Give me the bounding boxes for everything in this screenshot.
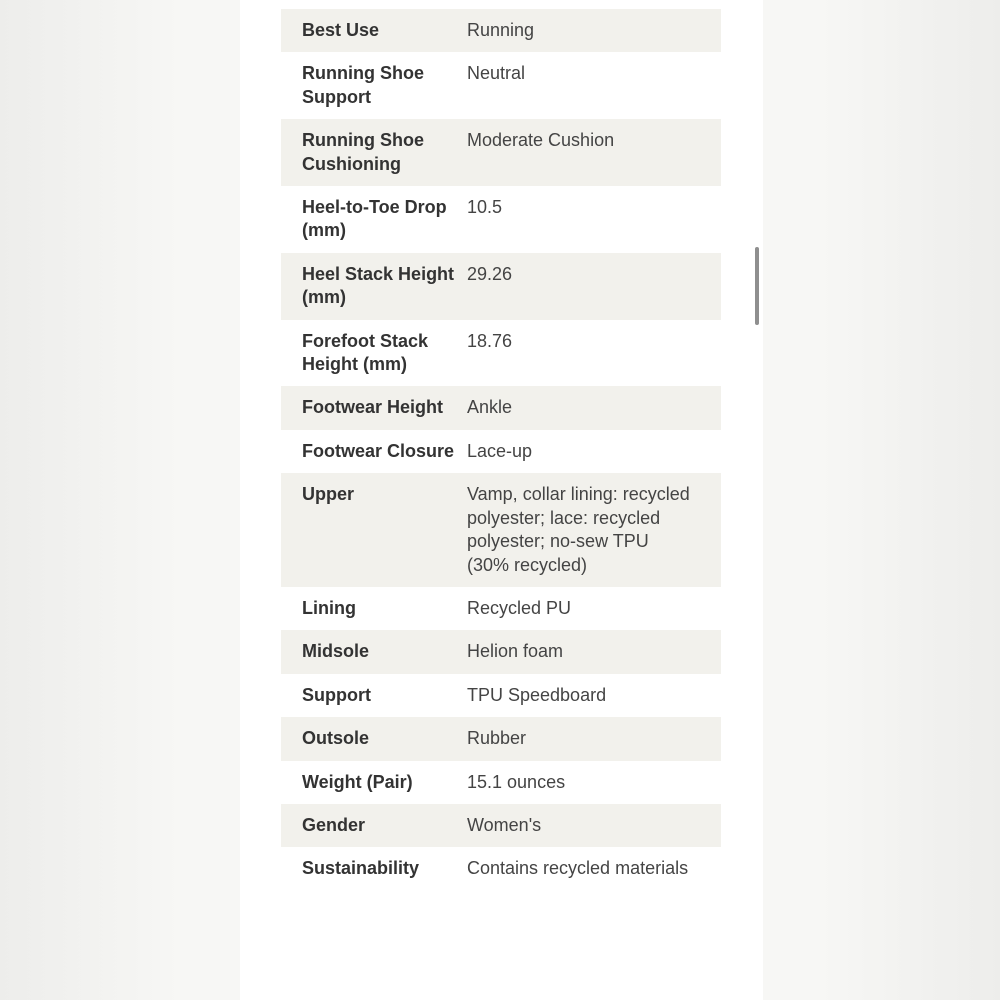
spec-value: TPU Speedboard: [467, 684, 607, 705]
spec-value: Vamp, collar lining: recycled polyester; lace: recycled polyester; no-sew TPU (30% recycled): [467, 484, 690, 575]
spec-value: Running: [467, 20, 535, 40]
spec-row-footwear-closure: [281, 430, 721, 473]
spec-row-heel-to-toe-drop: [281, 186, 721, 253]
spec-value: Rubber: [467, 728, 527, 749]
spec-row-running-shoe-support: [281, 52, 721, 119]
spec-value: Helion foam: [467, 641, 564, 662]
specs-table: [281, 9, 721, 891]
spec-value: 18.76: [467, 330, 513, 351]
spec-value: 15.1 ounces: [467, 771, 566, 792]
spec-row-midsole: [281, 630, 721, 673]
spec-label: Lining: [302, 597, 356, 618]
spec-label: Best Use: [302, 20, 380, 40]
product-details-panel: [240, 0, 763, 1000]
spec-label: Heel-to-Toe Drop (mm): [302, 197, 447, 241]
spec-label: Sustainability: [302, 858, 420, 879]
spec-label: Midsole: [302, 641, 370, 662]
spec-row-upper: [281, 473, 721, 587]
spec-label: Weight (Pair): [302, 771, 413, 792]
spec-row-sustainability: [281, 847, 721, 890]
spec-value: Recycled PU: [467, 597, 572, 618]
spec-label: Heel Stack Height (mm): [302, 263, 455, 308]
spec-row-weight: [281, 761, 721, 804]
spec-label: Gender: [302, 814, 366, 835]
spec-value: Moderate Cushion: [467, 130, 615, 151]
spec-label: Upper: [302, 484, 355, 505]
spec-row-lining: [281, 587, 721, 630]
spec-label: Footwear Height: [302, 397, 444, 418]
spec-value: 29.26: [467, 263, 513, 284]
scrollbar-thumb[interactable]: [755, 247, 759, 325]
spec-row-best-use: [281, 9, 721, 52]
spec-row-running-shoe-cushioning: [281, 119, 721, 186]
spec-label: Footwear Closure: [302, 440, 455, 461]
spec-value: Ankle: [467, 397, 513, 418]
spec-label: Outsole: [302, 728, 370, 749]
spec-label: Support: [302, 684, 371, 705]
spec-value: Neutral: [467, 63, 526, 84]
spec-row-forefoot-stack-height: [281, 320, 721, 387]
spec-value: Lace-up: [467, 440, 533, 461]
spec-value: Women's: [467, 814, 542, 835]
spec-row-gender: [281, 804, 721, 847]
spec-row-heel-stack-height: [281, 253, 721, 320]
spec-row-outsole: [281, 717, 721, 760]
spec-row-support: [281, 674, 721, 717]
spec-label: Forefoot Stack Height (mm): [302, 330, 429, 375]
spec-value: Contains recycled materials: [467, 858, 689, 879]
spec-row-footwear-height: [281, 386, 721, 429]
spec-label: Running Shoe Support: [302, 63, 424, 107]
spec-value: 10.5: [467, 197, 503, 218]
spec-label: Running Shoe Cushioning: [302, 130, 424, 174]
